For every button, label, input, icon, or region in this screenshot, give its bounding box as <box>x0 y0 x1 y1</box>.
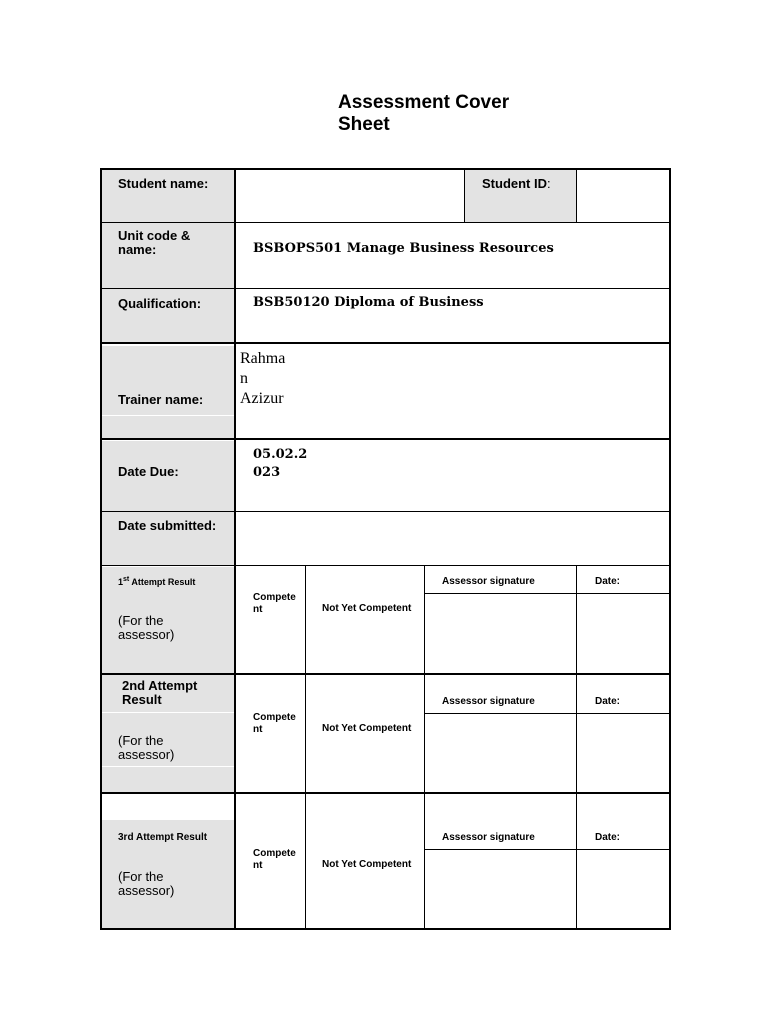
attempt-1-note: (For the assessor) <box>118 613 175 642</box>
student-id-field[interactable] <box>578 170 669 222</box>
attempt-1-date-field[interactable] <box>578 595 669 672</box>
row-divider <box>100 438 671 440</box>
trainer-value: Rahma n Azizur <box>240 350 286 407</box>
attempt-3-date-label: Date: <box>595 832 621 843</box>
attempt-2-date-label: Date: <box>595 696 621 707</box>
attempt-3-note: (For the assessor) <box>118 869 175 898</box>
attempt-3-date-field[interactable] <box>578 851 669 927</box>
attempt-3-not-yet-competent-option[interactable]: Not Yet Competent <box>322 859 412 870</box>
row-divider <box>100 792 671 794</box>
attempt-1-not-yet-competent-option[interactable]: Not Yet Competent <box>322 603 412 614</box>
table-border-bottom <box>100 928 671 930</box>
result-column-divider <box>424 565 425 930</box>
student-name-label: Student name: <box>118 176 209 191</box>
row-divider <box>100 222 671 223</box>
result-column-divider <box>305 565 306 930</box>
signature-header-divider <box>424 849 671 850</box>
student-id-divider <box>576 168 577 223</box>
attempt-1-signature-label: Assessor signature <box>442 576 535 587</box>
attempt-3-signature-field[interactable] <box>426 851 575 927</box>
page-title: Assessment Cover Sheet <box>338 92 510 135</box>
attempt-2-date-field[interactable] <box>578 715 669 791</box>
cell-separator <box>101 345 235 346</box>
signature-header-divider <box>424 713 671 714</box>
attempt-2-note: (For the assessor) <box>118 733 175 762</box>
attempt-2-not-yet-competent-option[interactable]: Not Yet Competent <box>322 723 412 734</box>
date-submitted-field[interactable] <box>236 512 669 565</box>
row-divider <box>100 342 671 344</box>
qualification-label: Qualification: <box>118 296 202 311</box>
table-border-left <box>100 168 102 930</box>
table-border-right <box>669 168 671 930</box>
student-id-divider <box>464 168 465 223</box>
attempt-1-date-label: Date: <box>595 576 621 587</box>
signature-header-divider <box>424 593 671 594</box>
unit-label: Unit code & name: <box>118 228 191 257</box>
result-column-divider <box>576 565 577 930</box>
date-due-label: Date Due: <box>118 464 179 479</box>
attempt-2-signature-label: Assessor signature <box>442 696 535 707</box>
attempt-2-signature-field[interactable] <box>426 715 575 791</box>
attempt-3-title: 3rd Attempt Result <box>118 832 208 843</box>
row-divider <box>100 288 671 289</box>
attempt-1-title: 1st Attempt Result <box>118 576 196 587</box>
student-name-field[interactable] <box>236 170 464 222</box>
date-due-value: 05.02.2 023 <box>253 447 308 480</box>
cell-separator <box>101 712 235 713</box>
cell-separator <box>101 766 235 767</box>
attempt-2-competent-option[interactable]: Compete nt <box>253 712 296 735</box>
cell-separator <box>101 415 235 416</box>
row-divider <box>100 565 671 566</box>
attempt-3-competent-option[interactable]: Compete nt <box>253 848 296 871</box>
student-id-label: Student ID: <box>482 176 551 191</box>
row-divider <box>100 673 671 675</box>
attempt-3-signature-label: Assessor signature <box>442 832 535 843</box>
attempt-1-competent-option[interactable]: Compete nt <box>253 592 296 615</box>
attempt-1-signature-field[interactable] <box>426 595 575 672</box>
trainer-label: Trainer name: <box>118 392 204 407</box>
attempt-2-title: 2nd Attempt Result <box>122 678 198 707</box>
date-submitted-label: Date submitted: <box>118 518 217 533</box>
unit-value: BSBOPS501 Manage Business Resources <box>253 241 554 256</box>
qualification-value: BSB50120 Diploma of Business <box>253 295 484 310</box>
